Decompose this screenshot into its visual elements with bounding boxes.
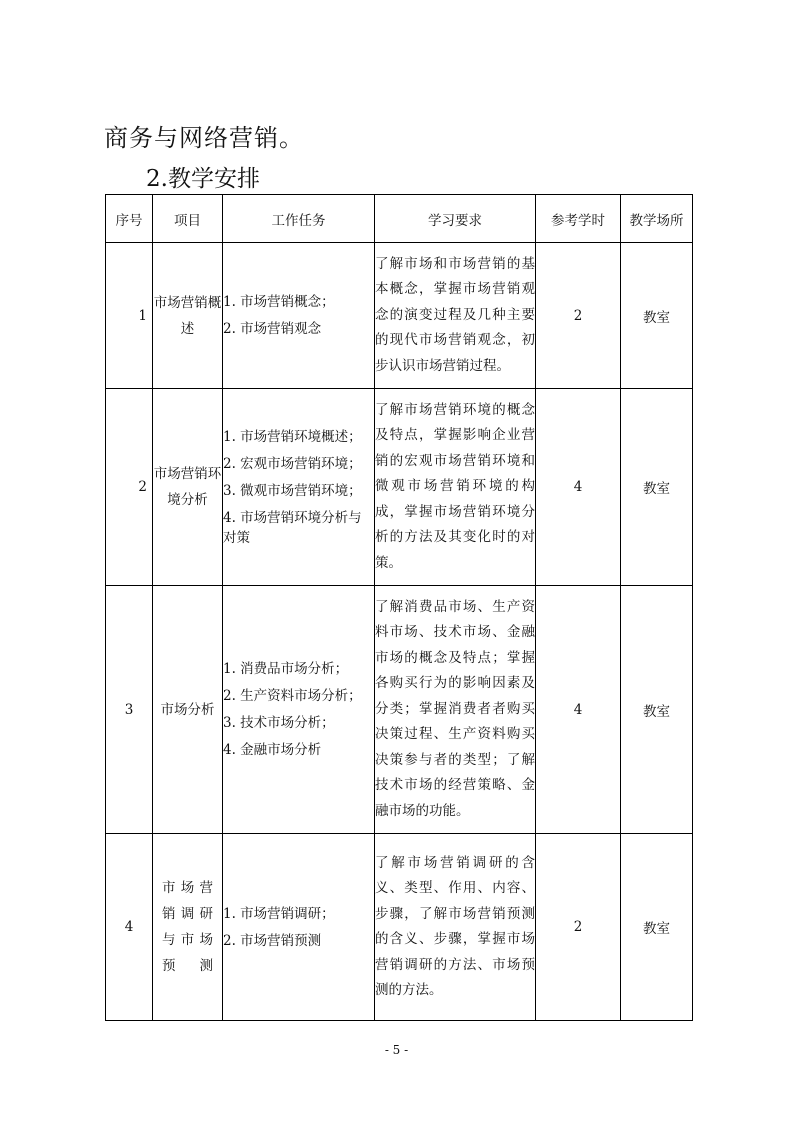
task-item: 2. 市场营销观念 [223,321,322,337]
table-row [106,834,693,1021]
task-item: 2. 生产资料市场分析； [223,688,362,704]
row-hours: 4 [536,586,621,834]
intro-text: 商务与网络营销。 [104,124,304,152]
row-venue: 教室 [621,586,693,834]
table-row [106,389,693,586]
task-item: 4. 市场营销环境分析与对策 [223,509,362,546]
row-requirement: 了解消费品市场、生产资料市场、技术市场、金融市场的概念及特点；掌握各购买行为的影响因素及分类；掌握消费者者购买决策过程、生产资料购买决策参与者的类型；了解技术市场的经营策略、金融市场的功能。 [375,586,536,834]
header-tasks: 工作任务 [223,195,375,243]
table-header-row [106,195,693,243]
task-item: 2. 市场营销预测 [223,932,322,949]
row-requirement: 了解市场营销环境的概念及特点，掌握影响企业营销的宏观市场营销环境和微观市场营销环境的构成，掌握市场营销环境分析的方法及其变化时的对策。 [375,389,536,586]
header-hours: 参考学时 [536,195,621,243]
row-venue: 教室 [621,389,693,586]
row-requirement: 了解市场营销调研的含义、类型、作用、内容、步骤，了解市场营销预测的含义、步骤，掌握市场营销调研的方法、市场预测的方法。 [375,834,536,1021]
task-item: 3. 微观市场营销环境； [223,482,362,499]
teaching-schedule-table [105,194,693,1021]
row-tasks [223,586,375,834]
header-venue: 教学场所 [621,195,693,243]
table-row [106,586,693,834]
row-project: 市场营销调研与市场预测 [153,834,223,1021]
header-requirement: 学习要求 [375,195,536,243]
header-no: 序号 [106,195,153,243]
task-item: 1. 市场营销调研； [223,905,335,922]
row-venue: 教室 [621,834,693,1021]
page-number: - 5 - [384,1043,409,1057]
row-no: 2 [106,389,153,586]
task-item: 1. 消费品市场分析； [223,661,349,677]
row-tasks [223,834,375,1021]
task-item: 3. 技术市场分析； [223,715,335,731]
row-no: 1 [106,243,153,389]
row-hours: 4 [536,389,621,586]
row-project: 市场营销环境分析 [153,389,223,586]
row-no: 3 [106,586,153,834]
row-hours: 2 [536,834,621,1021]
row-tasks [223,243,375,389]
row-tasks [223,389,375,586]
task-item: 2. 宏观市场营销环境； [223,455,362,472]
row-venue: 教室 [621,243,693,389]
section-heading: 2.教学安排 [146,166,260,192]
row-project: 市场分析 [153,586,223,834]
table-row [106,243,693,389]
row-hours: 2 [536,243,621,389]
row-project: 市场营销概述 [153,243,223,389]
task-item: 4. 金融市场分析 [223,742,322,758]
header-project: 项目 [153,195,223,243]
row-requirement: 了解市场和市场营销的基本概念，掌握市场营销观念的演变过程及几种主要的现代市场营销观念，初步认识市场营销过程。 [375,243,536,389]
row-no: 4 [106,834,153,1021]
task-item: 1. 市场营销概念； [223,294,335,310]
task-item: 1. 市场营销环境概述； [223,428,362,445]
